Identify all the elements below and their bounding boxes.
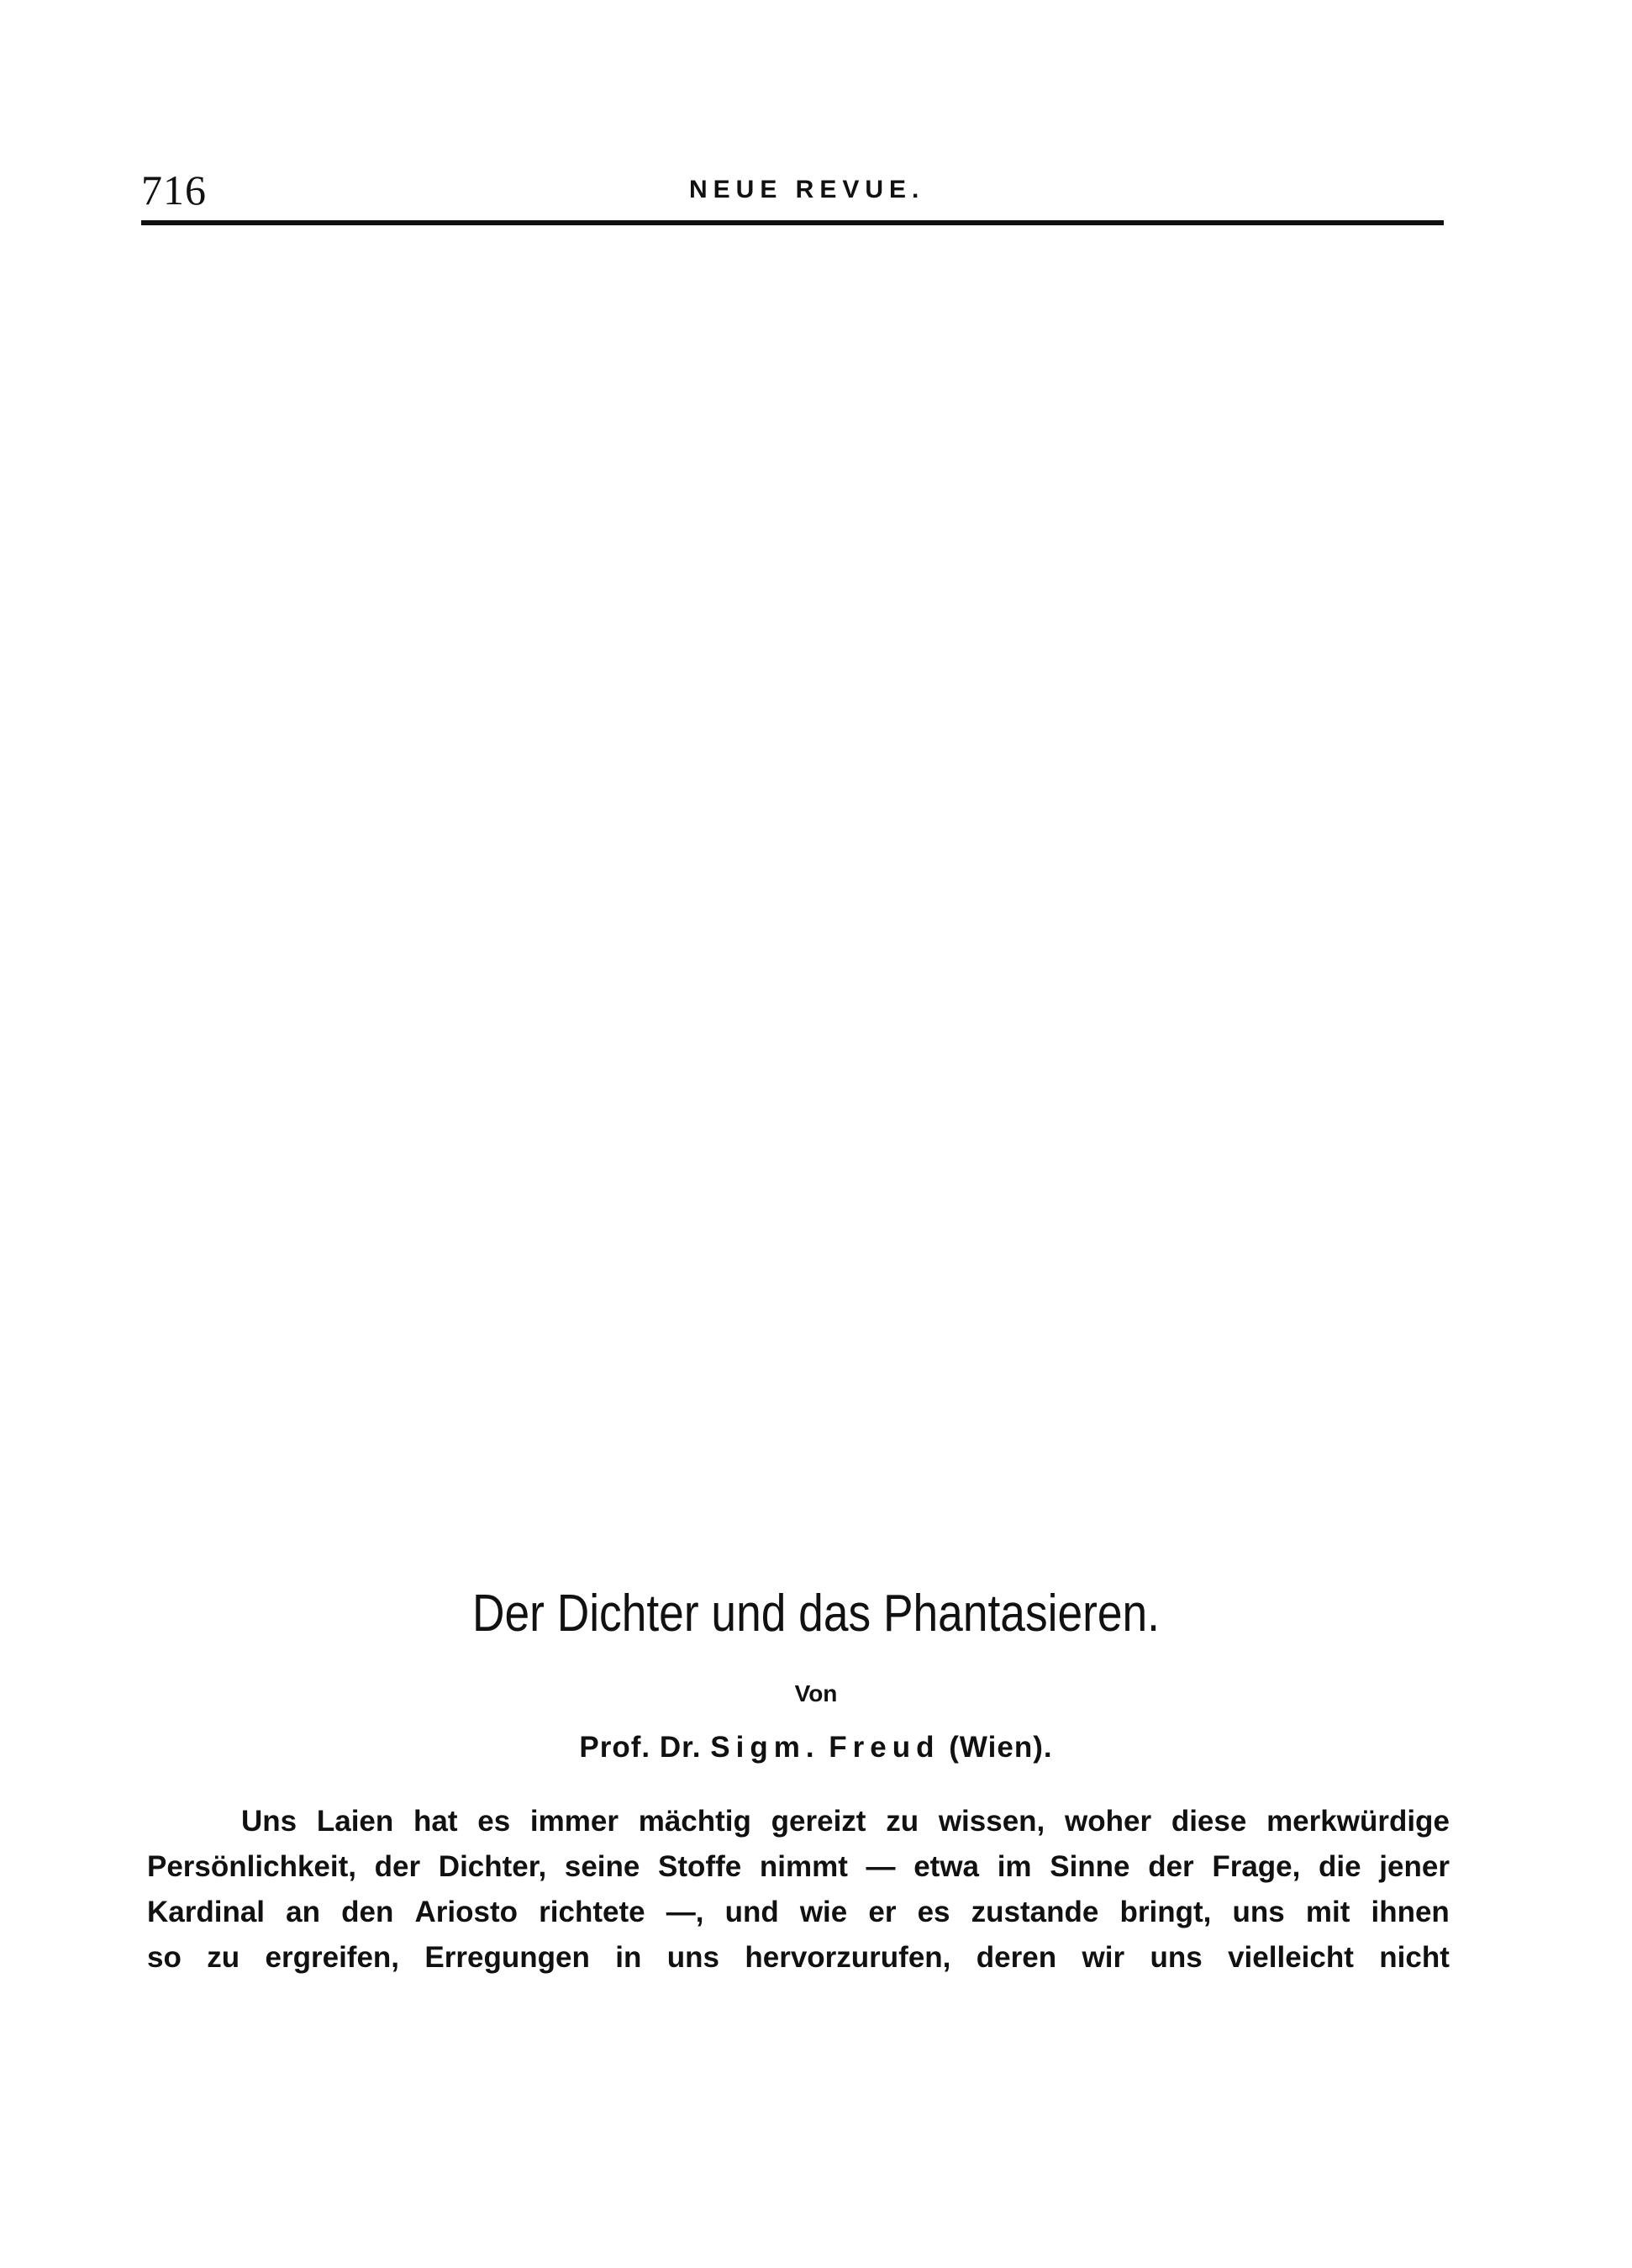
body-word: ergreifen, [265, 1941, 400, 1974]
page-number: 716 [141, 166, 207, 214]
body-word: den [341, 1896, 394, 1928]
body-word: der [1148, 1850, 1194, 1883]
body-word: mächtig [638, 1805, 751, 1838]
body-word: die [1319, 1850, 1361, 1883]
body-word: zustande [971, 1896, 1099, 1928]
body-line [147, 1844, 1450, 1890]
body-word: Kardinal [147, 1896, 266, 1928]
author-byline [0, 1727, 1632, 1769]
body-word: an [286, 1896, 321, 1928]
body-word: ihnen [1371, 1896, 1450, 1928]
body-word: nimmt [759, 1850, 848, 1883]
body-word: immer [529, 1805, 619, 1838]
body-word: der [374, 1850, 421, 1883]
body-word: deren [976, 1941, 1057, 1974]
body-word: so [147, 1941, 182, 1974]
body-word: zu [207, 1941, 240, 1974]
body-word: — [866, 1850, 896, 1883]
body-word: wissen, [938, 1805, 1045, 1838]
author-prefix: Prof. Dr. [579, 1731, 702, 1764]
body-word: richtete [539, 1896, 645, 1928]
body-word: Laien [316, 1805, 394, 1838]
header-rule [141, 220, 1444, 225]
body-line [147, 1799, 1450, 1844]
author-first-name: Sigm. [710, 1731, 820, 1764]
byline-von: Von [794, 1680, 838, 1706]
body-word: Persönlichkeit, [147, 1850, 356, 1883]
body-word: es [917, 1896, 950, 1928]
body-word: bringt, [1119, 1896, 1212, 1928]
body-word: er [868, 1896, 897, 1928]
body-word: gereizt [771, 1805, 866, 1838]
body-word: im [997, 1850, 1032, 1883]
body-word: Sinne [1050, 1850, 1130, 1883]
body-word: uns [1232, 1896, 1285, 1928]
body-word: nicht [1379, 1941, 1450, 1974]
body-word: zu [886, 1805, 919, 1838]
body-word: diese [1171, 1805, 1247, 1838]
body-word: woher [1065, 1805, 1152, 1838]
body-word: jener [1379, 1850, 1450, 1883]
body-paragraph [147, 1799, 1450, 1981]
body-word: —, [666, 1896, 704, 1928]
body-word: etwa [913, 1850, 980, 1883]
body-word: seine [564, 1850, 640, 1883]
body-word: Stoffe [658, 1850, 742, 1883]
body-word: merkwürdige [1266, 1805, 1450, 1838]
body-word: wie [799, 1896, 848, 1928]
body-word: hat [413, 1805, 458, 1838]
body-word: mit [1305, 1896, 1350, 1928]
body-word: Erregungen [424, 1941, 590, 1974]
body-line [147, 1890, 1450, 1935]
body-word: Ariosto [414, 1896, 519, 1928]
body-word: Dichter, [438, 1850, 547, 1883]
author-place: (Wien). [949, 1731, 1053, 1764]
body-word: Uns [241, 1805, 297, 1838]
body-word: Frage, [1212, 1850, 1301, 1883]
body-word: hervorzurufen, [745, 1941, 951, 1974]
body-word: wir [1082, 1941, 1125, 1974]
running-head: NEUE REVUE. [689, 176, 925, 203]
body-word: uns [666, 1941, 719, 1974]
body-word: und [724, 1896, 779, 1928]
author-last-name: Freud [829, 1731, 940, 1764]
body-word: es [477, 1805, 511, 1838]
body-word: in [615, 1941, 642, 1974]
article-title: Der Dichter und das Phantasieren. [471, 1585, 1161, 1643]
body-word: vielleicht [1228, 1941, 1354, 1974]
body-line [147, 1935, 1450, 1981]
body-word: uns [1150, 1941, 1203, 1974]
